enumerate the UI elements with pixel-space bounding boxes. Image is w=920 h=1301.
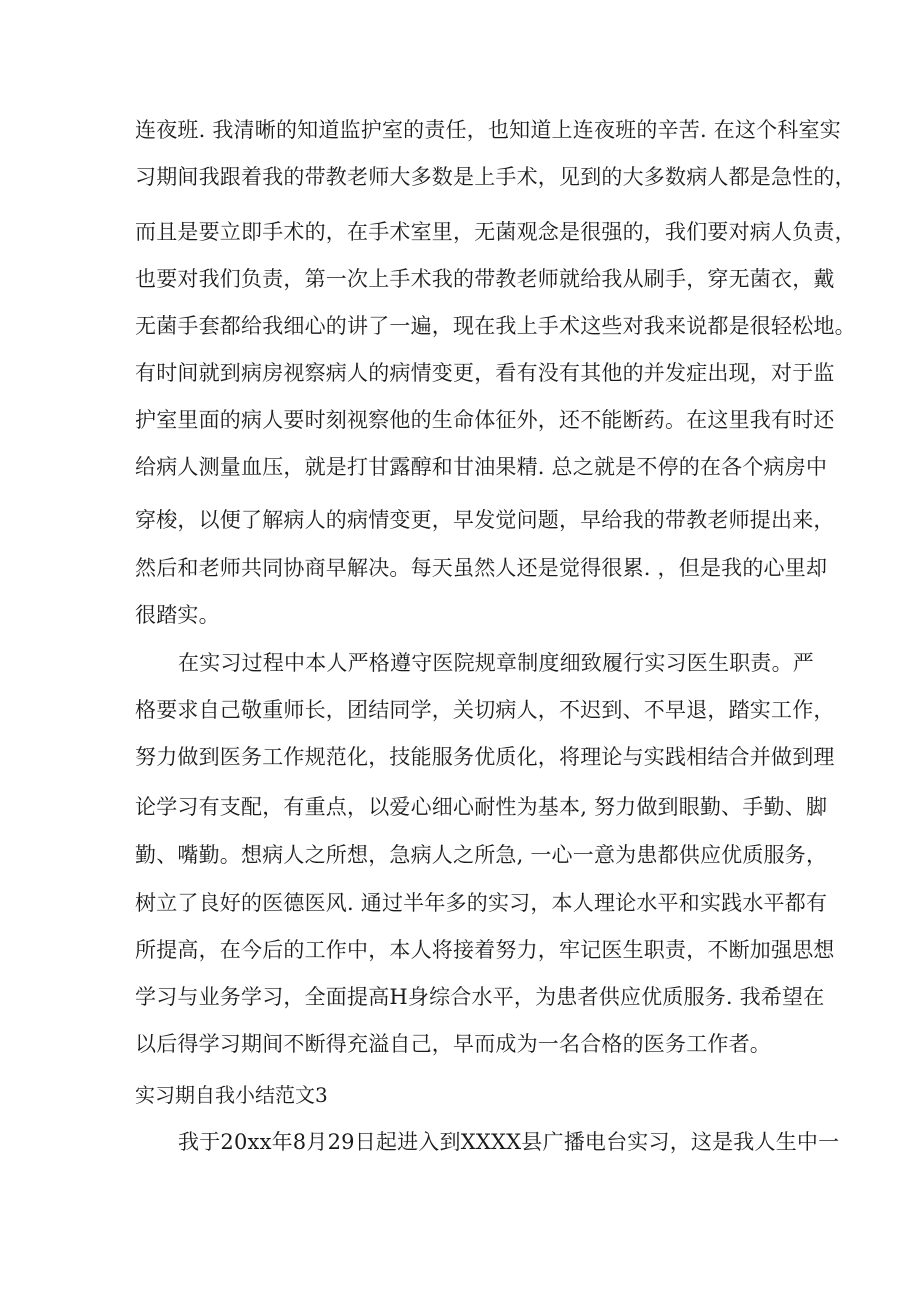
text-line: 然后和老师共同协商早解决。每天虽然人还是觉得很累. ，但是我的心里却 [135, 556, 828, 580]
text-line: 论学习有支配，有重点，以爱心细心耐性为基本, 努力做到眼勤、手勤、脚 [135, 795, 828, 819]
text-line: 护室里面的病人要时刻视察他的生命体征外，还不能断药。在这里我有时还 [135, 408, 835, 432]
text-line: 努力做到医务工作规范化，技能服务优质化，将理论与实践相结合并做到理 [135, 745, 835, 769]
text-line: 以后得学习期间不断得充溢自己，早而成为一名合格的医务工作者。 [135, 1032, 771, 1056]
text-line: 我于20xx年8月29日起进入到XXXX县广播电台实习，这是我人生中一 [178, 1130, 840, 1154]
text-line: 而且是要立即手术的，在手术室里，无菌观念是很强的，我们要对病人负责， [135, 220, 856, 244]
section-heading: 实习期自我小结范文3 [135, 1083, 328, 1107]
text-line: 无菌手套都给我细心的讲了一遍，现在我上手术这些对我来说都是很轻松地。 [135, 314, 856, 338]
text-line: 很踏实。 [135, 603, 220, 627]
text-line: 有时间就到病房视察病人的病情变更，看有没有其他的并发症出现，对于监 [135, 361, 835, 385]
text-line: 给病人测量血压，就是打甘露醇和甘油果精. 总之就是不停的在各个病房中 [135, 455, 828, 479]
text-line: 习期间我跟着我的带教老师大多数是上手术，见到的大多数病人都是急性的， [135, 165, 856, 189]
text-line: 树立了良好的医德医风. 通过半年多的实习，本人理论水平和实践水平都有 [135, 891, 828, 915]
text-line: 学习与业务学习，全面提高H身综合水平，为患者供应优质服务. 我希望在 [135, 985, 825, 1009]
text-line: 勤、嘴勤。想病人之所想，急病人之所急, 一心一意为患都供应优质服务， [135, 843, 828, 867]
text-line: 在实习过程中本人严格遵守医院规章制度细致履行实习医生职责。严 [178, 651, 814, 675]
text-line: 所提高，在今后的工作中，本人将接着努力，牢记医生职责，不断加强思想 [135, 938, 835, 962]
text-line: 穿梭，以便了解病人的病情变更，早发觉问题，早给我的带教老师提出来， [135, 508, 835, 532]
text-line: 连夜班. 我清晰的知道监护室的责任，也知道上连夜班的辛苦. 在这个科室实 [135, 118, 841, 142]
text-line: 格要求自己敬重师长，团结同学，关切病人，不迟到、不早退，踏实工作， [135, 698, 835, 722]
text-line: 也要对我们负责，第一次上手术我的带教老师就给我从刷手，穿无菌衣，戴 [135, 267, 835, 291]
